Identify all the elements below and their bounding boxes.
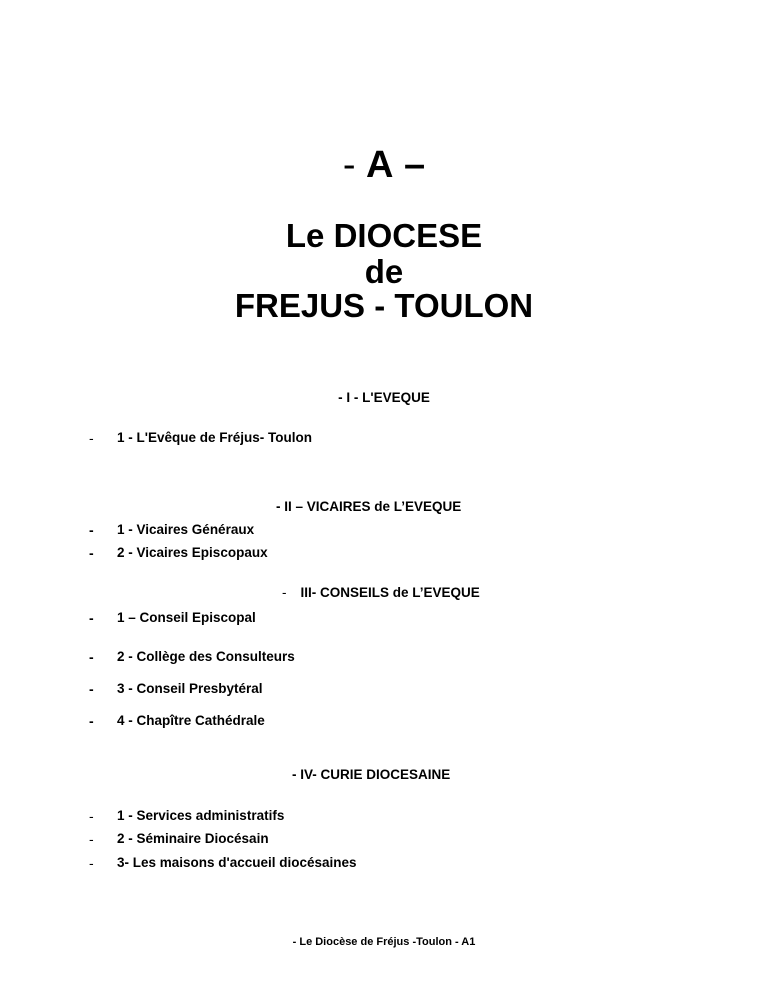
list-item-label: 1 - Vicaires Généraux [117,522,255,537]
section-heading-i: - I - L'EVEQUE [338,390,430,405]
title-line-2: de [364,253,404,290]
list-item [0,855,768,873]
list-bullet: - [89,430,94,446]
list-item-label: 3- Les maisons d'accueil diocésaines [117,855,357,870]
list-bullet: - [89,649,94,665]
list-item [0,522,768,540]
section-heading-iii-dash: - [282,585,287,600]
title-line-3: FREJUS - TOULON [234,287,534,324]
list-item [0,713,768,731]
list-bullet: - [89,545,94,561]
list-bullet: - [89,610,94,626]
list-bullet: - [89,808,94,824]
list-item-label: 1 - Services administratifs [117,808,285,823]
list-item [0,430,768,448]
title-line-1: Le DIOCESE [285,217,483,254]
list-bullet: - [89,831,94,847]
list-item-label: 2 - Collège des Consulteurs [117,649,295,664]
list-bullet: - [89,522,94,538]
section-heading-iii [282,585,480,600]
section-heading-ii: - II – VICAIRES de L’EVEQUE [276,499,462,514]
section-letter-dash-left: - [342,144,356,186]
section-heading-iv: - IV- CURIE DIOCESAINE [292,767,451,782]
section-letter-dash-right: – [404,144,426,186]
list-bullet: - [89,855,94,871]
list-item-label: 1 - L'Evêque de Fréjus- Toulon [117,430,312,445]
section-letter [0,144,768,187]
page-footer: - Le Diocèse de Fréjus -Toulon - A1 [292,936,476,948]
list-bullet: - [89,681,94,697]
list-item [0,649,768,667]
list-item-label: 2 - Séminaire Diocésain [117,831,269,846]
list-item-label: 4 - Chapître Cathédrale [117,713,265,728]
list-item-label: 2 - Vicaires Episcopaux [117,545,268,560]
list-item [0,610,768,628]
list-item-label: 1 – Conseil Episcopal [117,610,256,625]
list-item [0,808,768,826]
list-item [0,681,768,699]
list-item-label: 3 - Conseil Presbytéral [117,681,263,696]
section-heading-iii-text: III- CONSEILS de L’EVEQUE [300,585,480,600]
list-item [0,545,768,563]
list-item [0,831,768,849]
list-bullet: - [89,713,94,729]
section-letter-a: A [366,144,394,186]
